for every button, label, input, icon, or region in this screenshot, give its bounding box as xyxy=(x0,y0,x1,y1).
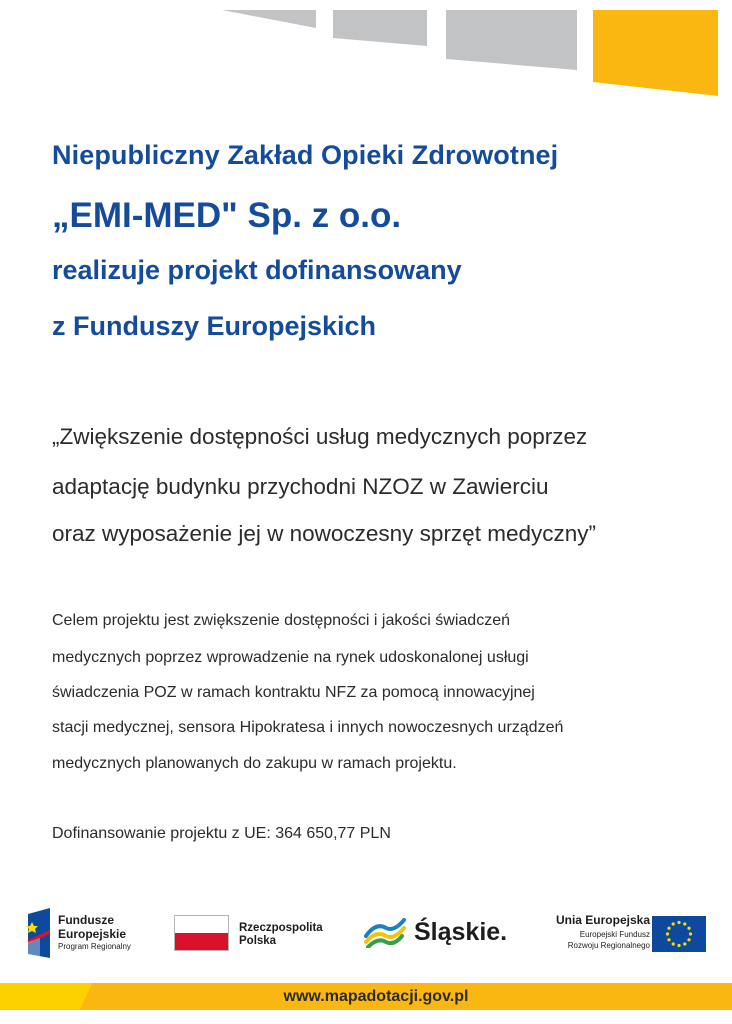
grey-stripe-3 xyxy=(446,10,577,70)
description-line-3: świadczenia POZ w ramach kontraktu NFZ za pomocą innowacyjnej xyxy=(52,684,535,701)
eu-flag-icon xyxy=(652,916,706,952)
polish-flag-logo xyxy=(174,915,344,953)
project-title-line-1: „Zwiększenie dostępności usług medycznych poprzez xyxy=(52,424,588,449)
eu-line-2: Europejski Fundusz xyxy=(579,930,650,939)
eu-line-1: Unia Europejska xyxy=(555,913,650,927)
description-line-1: Celem projektu jest zwiększenie dostępności i jakości świadczeń xyxy=(52,612,510,629)
description-line-5: medycznych planowanych do zakupu w ramach projektu. xyxy=(52,755,457,772)
fundusze-europejskie-logo xyxy=(26,908,156,958)
fe-line-1: Fundusze xyxy=(58,913,114,927)
fe-line-3: Program Regionalny xyxy=(58,942,131,951)
grey-stripe-2 xyxy=(333,10,427,46)
eu-logo xyxy=(536,913,708,955)
fundusze-europejskie-icon xyxy=(26,908,52,958)
pl-line-1: Rzeczpospolita xyxy=(239,922,323,934)
header-line-4: z Funduszy Europejskich xyxy=(52,311,377,341)
project-title-line-2: adaptację budynku przychodni NZOZ w Zawierciu xyxy=(52,474,549,499)
eu-line-3: Rozwoju Regionalnego xyxy=(567,941,650,950)
header-line-3: realizuje projekt dofinansowany xyxy=(52,255,462,285)
slaskie-logo xyxy=(362,912,522,954)
yellow-stripe xyxy=(593,10,718,96)
project-title-line-3: oraz wyposażenie jej w nowoczesny sprzęt medyczny” xyxy=(52,521,596,546)
footer-url-link[interactable]: www.mapadotacji.gov.pl xyxy=(283,988,469,1005)
company-name: „EMI-MED" Sp. z o.o. xyxy=(52,196,402,235)
description-line-2: medycznych poprzez wprowadzenie na rynek udoskonalonej usługi xyxy=(52,649,529,666)
slaskie-icon xyxy=(364,916,406,948)
funding-amount: Dofinansowanie projektu z UE: 364 650,77 PLN xyxy=(52,825,391,842)
header-line-1: Niepubliczny Zakład Opieki Zdrowotnej xyxy=(52,140,559,170)
slaskie-name: Śląskie. xyxy=(414,918,508,946)
polish-flag-icon xyxy=(174,915,229,951)
description-line-4: stacji medycznej, sensora Hipokratesa i innych nowoczesnych urządzeń xyxy=(52,719,564,736)
fe-line-2: Europejskie xyxy=(58,927,127,941)
top-decoration xyxy=(0,0,732,100)
pl-line-2: Polska xyxy=(239,935,277,947)
grey-stripe-1 xyxy=(222,10,316,28)
